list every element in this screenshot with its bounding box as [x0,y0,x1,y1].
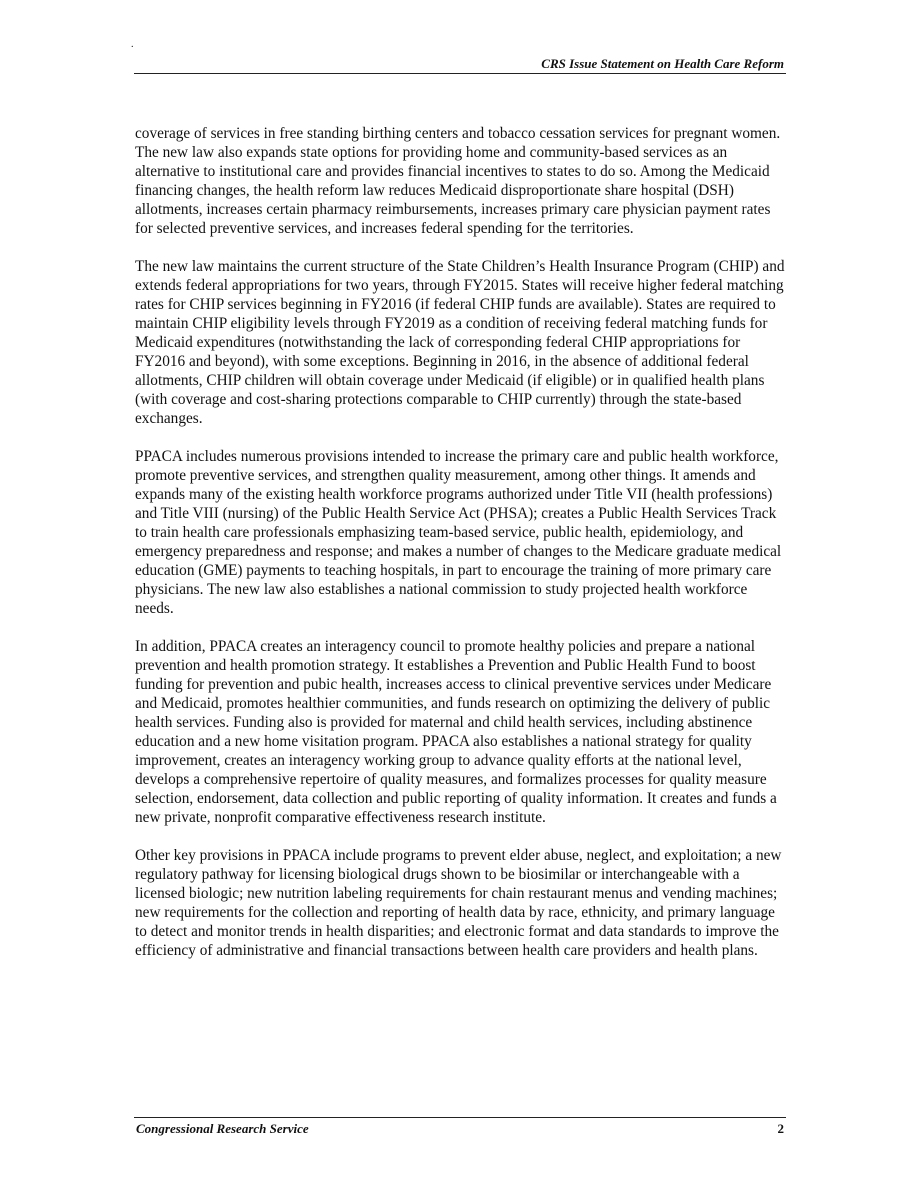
page-number: 2 [777,1121,784,1136]
footer-organization: Congressional Research Service [136,1121,309,1136]
page-header [134,56,786,74]
page-footer [134,1117,786,1142]
document-body [135,124,787,979]
header-mark: . [131,39,134,50]
paragraph-prevention-quality: In addition, PPACA creates an interagency council to promote healthy policies and prepare a national prevention and health promotion strategy. It establishes a Prevention and Public Health Fund to boost funding for prevention and pubic health, increases access to clinical preventive services under Medicare and Medicaid, promotes healthier communities, and funds research on optimizing the delivery of public health services. Funding also is provided for maternal and child health services, including abstinence education and a new home visitation program. PPACA also establishes a national strategy for quality improvement, creates an interagency working group to advance quality efforts at the national level, develops a comprehensive repertoire of quality measures, and formalizes processes for quality measure selection, endorsement, data collection and public reporting of quality information. It creates and funds a new private, nonprofit comparative effectiveness research institute. [135,638,777,826]
header-title: CRS Issue Statement on Health Care Reform [541,56,784,71]
paragraph-workforce: PPACA includes numerous provisions intended to increase the primary care and public health workforce, promote preventive services, and strengthen quality measurement, among other things. It amends and expands many of the existing health workforce programs authorized under Title VII (health professions) and Title VIII (nursing) of the Public Health Service Act (PHSA); creates a Public Health Services Track to train health care professionals emphasizing team-based service, public health, epidemiology, and emergency preparedness and response; and makes a number of changes to the Medicare graduate medical education (GME) payments to teaching hospitals, in part to encourage the training of more primary care physicians. The new law also establishes a national commission to study projected health workforce needs. [135,448,782,617]
paragraph-other-provisions: Other key provisions in PPACA include programs to prevent elder abuse, neglect, and exploitation; a new regulatory pathway for licensing biological drugs shown to be biosimilar or interchangeable with a licensed biologic; new nutrition labeling requirements for chain restaurant menus and vending machines; new requirements for the collection and reporting of health data by race, ethnicity, and primary language to detect and monitor trends in health disparities; and electronic format and data standards to improve the efficiency of administrative and financial transactions between health care providers and health plans. [135,847,782,959]
paragraph-chip: The new law maintains the current structure of the State Children’s Health Insurance Program (CHIP) and extends federal appropriations for two years, through FY2015. States will receive higher federal matching rates for CHIP services beginning in FY2016 (if federal CHIP funds are available). States are required to maintain CHIP eligibility levels through FY2019 as a condition of receiving federal matching funds for Medicaid expenditures (notwithstanding the lack of corresponding federal CHIP appropriations for FY2016 and beyond), with some exceptions. Beginning in 2016, in the absence of additional federal allotments, CHIP children will obtain coverage under Medicaid (if eligible) or in qualified health plans (with coverage and cost-sharing protections comparable to CHIP currently) through the state-based exchanges. [135,258,785,427]
paragraph-medicaid-services: coverage of services in free standing birthing centers and tobacco cessation services for pregnant women. The new law also expands state options for providing home and community-based services as an alternative to institutional care and provides financial incentives to states to do so. Among the Medicaid financing changes, the health reform law reduces Medicaid disproportionate share hospital (DSH) allotments, increases certain pharmacy reimbursements, increases primary care physician payment rates for selected preventive services, and increases federal spending for the territories. [135,125,781,237]
